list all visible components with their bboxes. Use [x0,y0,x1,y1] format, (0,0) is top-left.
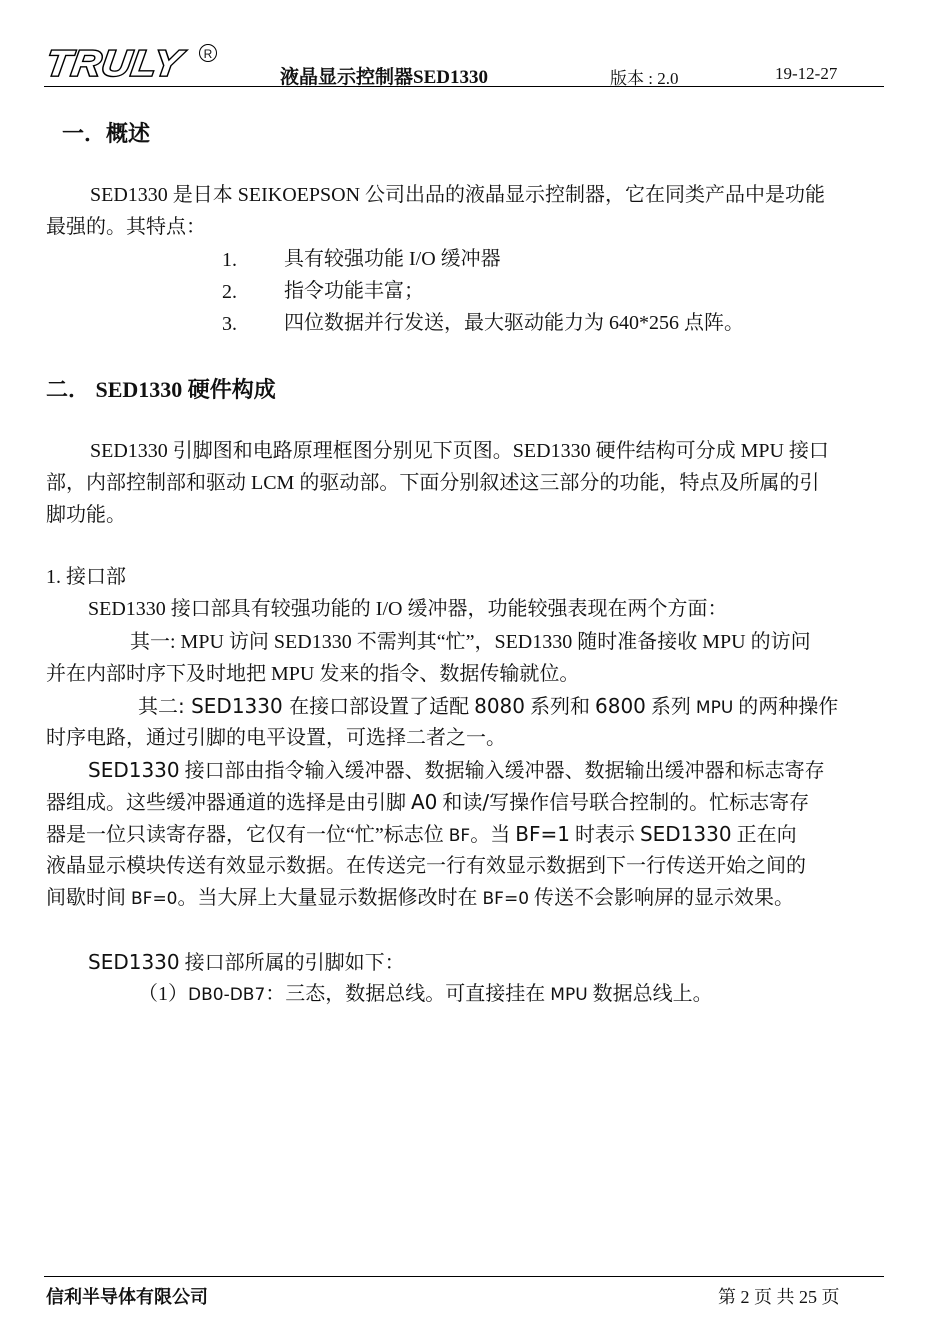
section2-para-line2: 部，内部控制部和驱动 LCM 的驱动部。下面分别叙述这三部分的功能，特点及所属的引 [46,472,820,494]
section1-intro-line1: SED1330 是日本 SEIKOEPSON 公司出品的液晶显示控制器，它在同类产品中是功能 [90,184,826,206]
page-number: 第 2 页 共 25 页 [718,1287,840,1307]
section2-para-line1: SED1330 引脚图和电路原理框图分别见下页图。SED1330 硬件结构可分成 MPU 接口 [90,440,829,462]
truly-logo [44,44,219,82]
footer-rule [44,1276,884,1277]
document-version: 版本 : 2.0 [610,69,679,88]
point1-line2: 并在内部时序下及时地把 MPU 发来的指令、数据传输就位。 [46,663,580,685]
section2-para-line3: 脚功能。 [46,504,126,526]
section1-heading: 一．概述 [62,121,151,146]
feature-text: 指令功能丰富； [284,280,424,302]
pin-item-db0-db7: （1）DB0-DB7：三态，数据总线。可直接挂在 MPU 数据总线上。 [138,983,713,1005]
feature-text: 四位数据并行发送，最大驱动能力为 640*256 点阵。 [284,312,744,334]
desc-line5: 间歇时间 BF=0。当大屏上大量显示数据修改时在 BF=0 传送不会影响屏的显示效果。 [46,887,795,909]
footer-company: 信利半导体有限公司 [46,1287,208,1307]
desc-line4: 液晶显示模块传送有效显示数据。在传送完一行有效显示数据到下一行传送开始之间的 [46,855,806,877]
feature-text: 具有较强功能 I/O 缓冲器 [284,248,501,270]
point2-line1: 其二: SED1330 在接口部设置了适配 8080 系列和 6800 系列 MPU 的两种操作 [138,694,839,718]
feature-number: 3. [222,313,237,335]
desc-line2: 器组成。这些缓冲器通道的选择是由引脚 A0 和读/写操作信号联合控制的。忙标志寄存 [46,790,810,814]
subsection1-line1: SED1330 接口部具有较强功能的 I/O 缓冲器，功能较强表现在两个方面： [88,598,728,620]
feature-number: 2. [222,281,237,303]
subsection1-heading: 1. 接口部 [46,566,126,588]
registered-mark: R [199,44,217,62]
desc-line3: 器是一位只读寄存器，它仅有一位“忙”标志位 BF。当 BF=1 时表示 SED1330 正在向 [46,822,797,846]
pins-intro: SED1330 接口部所属的引脚如下： [88,950,405,974]
point1-line1: 其一: MPU 访问 SED1330 不需判其“忙”，SED1330 随时准备接收 MPU 的访问 [130,631,811,653]
desc-line1: SED1330 接口部由指令输入缓冲器、数据输入缓冲器、数据输出缓冲器和标志寄存 [88,758,825,782]
feature-number: 1. [222,249,237,271]
point2-line2: 时序电路，通过引脚的电平设置，可选择二者之一。 [46,727,506,749]
header-rule [44,86,884,87]
document-date: 19-12-27 [775,64,838,83]
section2-heading: 二． SED1330 硬件构成 [46,377,276,402]
document-title: 液晶显示控制器SED1330 [280,67,488,88]
section1-intro-line2: 最强的。其特点： [46,216,206,238]
logo-wordmark: TRULY [43,44,185,84]
